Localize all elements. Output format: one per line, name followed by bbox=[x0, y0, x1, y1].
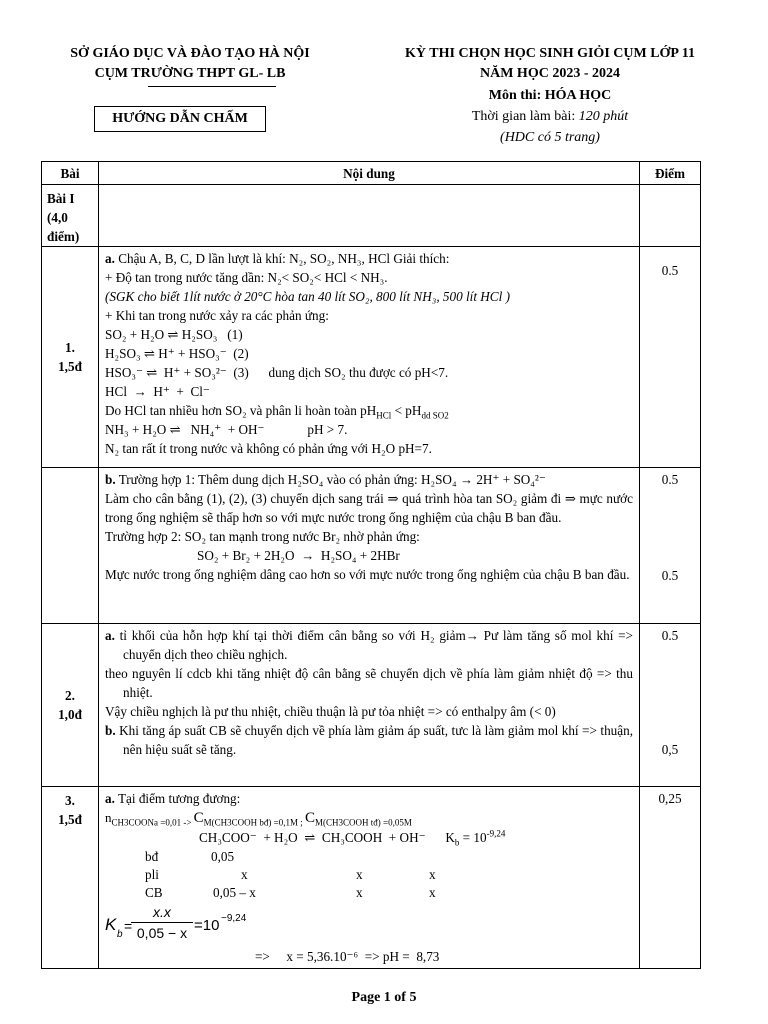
ice-row-label: bđ bbox=[145, 849, 159, 864]
superscript: -9,24 bbox=[486, 828, 506, 839]
col-header-noidung: Nội dung bbox=[99, 162, 640, 185]
content-line: Vậy chiều nghịch là pư thu nhiệt, chiều thuận là pư tỏa nhiệt => có enthalpy âm (< 0) bbox=[105, 704, 556, 719]
content-line: + Khi tan trong nước xảy ra các phản ứng: bbox=[105, 308, 329, 323]
subscript: dd SO2 bbox=[421, 410, 449, 421]
answer-content bbox=[99, 247, 640, 468]
content-line: Mực nước trong ống nghiệm dâng cao hơn so với mực nước trong ống nghiệm của chậu B ban đầu. bbox=[105, 567, 630, 582]
content-line bbox=[105, 789, 633, 808]
kb-formula: K b = x.x 0,05 − x =10 −9,24 bbox=[105, 901, 633, 951]
content-line: Trường hợp 2: SO₂ tan mạnh trong nước Br₂ nhờ phản ứng: bbox=[105, 529, 420, 544]
table-row bbox=[42, 468, 701, 624]
content-line bbox=[105, 721, 633, 759]
result-line: => x = 5,36.10⁻⁶ => pH = 8,73 bbox=[255, 949, 440, 964]
content-line bbox=[105, 470, 633, 489]
score-cell bbox=[640, 468, 701, 624]
formula-rhs: =10 bbox=[194, 917, 220, 934]
ice-value: x bbox=[429, 867, 436, 882]
score-value: 0.5 bbox=[661, 628, 679, 643]
answer-content bbox=[99, 787, 640, 969]
content-line: Làm cho cân bằng (1), (2), (3) chuyển dịch sang trái ⇒ quá trình hòa tan SO₂ giảm đi ⇒ mực nước trong ống nghiệm sẽ thấp hơn so với mực nước trong ống nghiệm của chậu B ban đầu. bbox=[105, 491, 633, 525]
score-cell bbox=[640, 624, 701, 787]
section-score bbox=[640, 185, 701, 247]
content-line bbox=[105, 249, 633, 268]
equation: SO₂ + Br₂ + 2H₂O → H₂SO₄ + 2HBr bbox=[197, 548, 400, 563]
table-row bbox=[42, 787, 701, 969]
section-row bbox=[42, 185, 701, 247]
ice-value: 0,05 bbox=[211, 849, 235, 864]
subscript: CH3COONa =0,01 -> bbox=[111, 817, 194, 828]
content-line: N₂ tan rất ít trong nước và không có phản ứng với H₂O pH=7. bbox=[105, 441, 432, 456]
equation: HCl → H⁺ + Cl⁻ bbox=[105, 384, 210, 399]
subject-value: HÓA HỌC bbox=[544, 88, 612, 103]
pages-note: (HDC có 5 trang) bbox=[500, 130, 600, 145]
section-points: (4,0 bbox=[47, 210, 68, 225]
score-value: 0.5 bbox=[661, 568, 679, 583]
ice-row-label: pli bbox=[145, 867, 159, 882]
ice-value: 0,05 – x bbox=[213, 885, 256, 900]
table-header-row bbox=[42, 162, 701, 185]
answer-key-title-box: HƯỚNG DẪN CHẤM bbox=[94, 106, 266, 132]
header-underline bbox=[148, 86, 276, 87]
content-text: Do HCl tan nhiều hơn SO₂ và phân li hoàn toàn pH bbox=[105, 403, 377, 418]
content-line: theo nguyên lí cdcb khi tăng nhiệt độ cân bằng sẽ chuyển dịch về phía làm giảm nhiệt độ => thu nhiệt. bbox=[105, 666, 633, 700]
question-number: 2. bbox=[65, 688, 75, 703]
content-text: tỉ khối của hỗn hợp khí tại thời điểm cân bằng so với H₂ giảm→ Pư làm tăng số mol khí => chuyển dịch theo chiều nghịch. bbox=[114, 628, 633, 662]
section-content bbox=[99, 185, 640, 247]
content-text: C bbox=[305, 810, 316, 826]
equation: SO₂ + H₂O ⇌ H₂SO₃ (1) bbox=[105, 327, 243, 342]
school-year: NĂM HỌC 2023 - 2024 bbox=[480, 66, 620, 81]
formula-symbol: K bbox=[105, 915, 117, 934]
subscript: M(CH3COOH tđ) =0,05M bbox=[315, 817, 412, 828]
formula-numerator: x.x bbox=[153, 904, 171, 920]
formula-denominator: 0,05 − x bbox=[136, 925, 188, 941]
content-text: Chậu A, B, C, D lần lượt là khí: N₂, SO₂, NH₃, HCl Giải thích: bbox=[114, 251, 450, 266]
content-text: Khi tăng áp suất CB sẽ chuyển dịch về phía làm giảm áp suất, tưc là làm giảm mol khí => thuận, nên hiệu suất sẽ tăng. bbox=[115, 723, 633, 757]
equation bbox=[105, 828, 633, 847]
part-label: a. bbox=[105, 628, 115, 643]
time-line bbox=[370, 109, 730, 125]
page-footer: Page 1 of 5 bbox=[351, 990, 417, 1005]
content-text: = 10 bbox=[459, 830, 487, 845]
time-label: Thời gian làm bài: bbox=[471, 109, 579, 124]
score-value: 0.5 bbox=[661, 472, 679, 487]
content-text: CH₃COO⁻ + H₂O ⇌ CH₃COOH + OH⁻ K bbox=[199, 830, 455, 845]
ice-value: x bbox=[356, 867, 363, 882]
content-line: (SGK cho biết 1lít nước ở 20°C hòa tan 40 lít SO₂, 800 lít NH₃, 500 lít HCl ) bbox=[105, 289, 510, 304]
equation: NH₃ + H₂O ⇌ NH₄⁺ + OH⁻ pH > 7. bbox=[105, 422, 348, 437]
formula-exponent: −9,24 bbox=[221, 913, 247, 924]
concentration-line bbox=[105, 808, 633, 828]
subscript: b bbox=[454, 837, 460, 848]
content-line bbox=[105, 626, 633, 664]
content-line: + Độ tan trong nước tăng dần: N₂< SO₂< HCl < NH₃. bbox=[105, 270, 388, 285]
question-number: 1. bbox=[65, 340, 75, 355]
equation: H₂SO₃ ⇌ H⁺ + HSO₃⁻ (2) bbox=[105, 346, 249, 361]
part-label: b. bbox=[105, 723, 116, 738]
question-number: 3. bbox=[65, 793, 75, 808]
time-value: 120 phút bbox=[578, 109, 629, 124]
content-text: Trường hợp 1: Thêm dung dịch H₂SO₄ vào có phản ứng: H₂SO₄ → 2H⁺ + SO₄²⁻ bbox=[115, 472, 546, 487]
content-line bbox=[105, 401, 633, 420]
answer-content bbox=[99, 624, 640, 787]
ice-value: x bbox=[356, 885, 363, 900]
content-text: Tại điểm tương đương: bbox=[114, 791, 241, 806]
question-label bbox=[42, 787, 99, 969]
section-title: Bài I bbox=[47, 191, 75, 206]
subject-line bbox=[370, 88, 730, 104]
grading-table bbox=[41, 161, 701, 969]
ice-value: x bbox=[241, 867, 248, 882]
document-header bbox=[0, 0, 768, 160]
equation: HSO₃⁻ ⇌ H⁺ + SO₃²⁻ (3) dung dịch SO₂ thu được có pH<7. bbox=[105, 365, 449, 380]
table-row bbox=[42, 624, 701, 787]
score-cell: 0,25 bbox=[640, 787, 701, 969]
section-label bbox=[42, 185, 99, 247]
section-points-unit: điểm) bbox=[47, 229, 80, 244]
content-text: < pH bbox=[391, 403, 422, 418]
answer-content bbox=[99, 468, 640, 624]
question-label bbox=[42, 247, 99, 468]
score-cell: 0.5 bbox=[640, 247, 701, 468]
content-text: C bbox=[193, 810, 204, 826]
question-points: 1,0đ bbox=[58, 707, 82, 722]
question-label bbox=[42, 624, 99, 787]
col-header-bai: Bài bbox=[42, 162, 99, 185]
ice-row-label: CB bbox=[145, 885, 163, 900]
part-label: b. bbox=[105, 472, 116, 487]
part-label: a. bbox=[105, 791, 115, 806]
subject-label: Môn thi: bbox=[488, 88, 545, 103]
subscript: M(CH3COOH bđ) =0,1M ; bbox=[203, 817, 306, 828]
part-label: a. bbox=[105, 251, 115, 266]
exam-title: KỲ THI CHỌN HỌC SINH GIỎI CỤM LỚP 11 bbox=[405, 46, 695, 61]
ice-value: x bbox=[429, 885, 436, 900]
school-cluster-name: CỤM TRƯỜNG THPT GL- LB bbox=[94, 66, 286, 81]
col-header-diem: Điểm bbox=[640, 162, 701, 185]
department-name: SỞ GIÁO DỤC VÀ ĐÀO TẠO HÀ NỘI bbox=[70, 46, 310, 61]
question-label bbox=[42, 468, 99, 624]
ice-table bbox=[105, 847, 633, 901]
question-points: 1,5đ bbox=[58, 359, 82, 374]
table-row bbox=[42, 247, 701, 468]
subscript: HCl bbox=[376, 410, 392, 421]
formula-subscript: b bbox=[117, 929, 123, 940]
score-value: 0,5 bbox=[661, 742, 679, 757]
content-text: n bbox=[105, 810, 112, 825]
fraction-bar bbox=[131, 922, 193, 923]
question-points: 1,5đ bbox=[58, 812, 82, 827]
